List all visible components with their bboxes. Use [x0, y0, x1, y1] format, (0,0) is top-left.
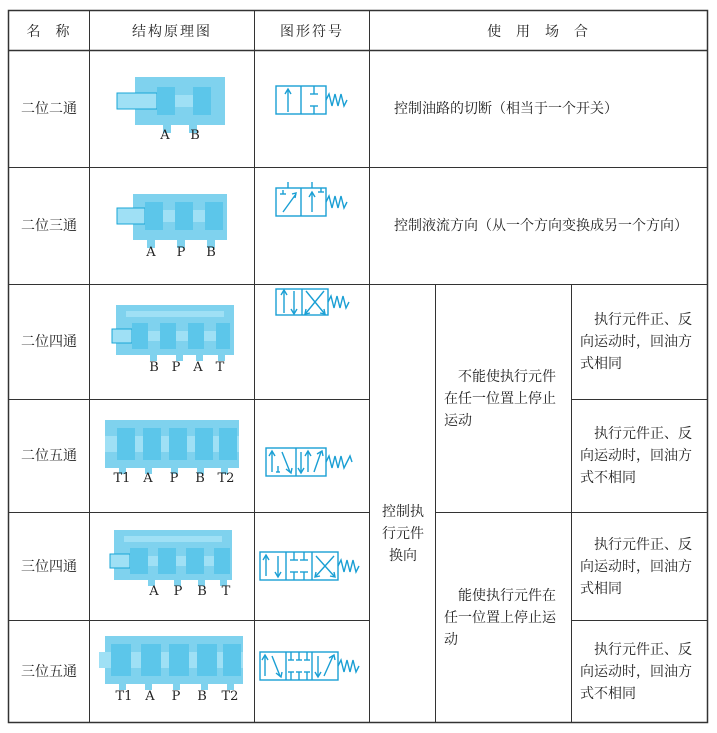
row-name: 二位二通: [21, 101, 77, 117]
valve-structure-diagram: [115, 75, 235, 135]
port-label: P: [176, 245, 186, 260]
port-label: P: [171, 689, 181, 704]
port-label: T: [221, 584, 231, 599]
cannot-stop-text: 不能使执行元件在任一位置上停止运动: [444, 368, 556, 429]
valve-symbol: [264, 446, 364, 486]
row-name: 二位四通: [21, 334, 77, 350]
usage-text: 控制油路的切断（相当于一个开关）: [394, 101, 618, 117]
can-stop-text: 能使执行元件在任一位置上停止运动: [444, 587, 556, 648]
port-label: B: [149, 360, 159, 375]
port-label: B: [197, 689, 207, 704]
return-oil-text: 执行元件正、反向运动时，回油方式相同: [580, 312, 692, 372]
port-label: A: [149, 584, 159, 599]
return-oil-text: 执行元件正、反向运动时，回油方式不相同: [580, 426, 692, 486]
port-label: B: [195, 471, 205, 486]
row-name: 三位四通: [21, 558, 77, 575]
port-label: A: [145, 689, 155, 704]
header-usage: 使 用 场 合: [487, 23, 590, 40]
valve-symbol: [258, 548, 368, 588]
port-label: T1: [115, 689, 133, 704]
return-oil-text: 执行元件正、反向运动时，回油方式相同: [580, 536, 692, 597]
header-name: 名 称: [26, 23, 72, 40]
header-structure: 结构原理图: [132, 23, 212, 40]
valve-structure-diagram: [108, 528, 238, 588]
group-label: 控制执行元件换向: [382, 503, 424, 564]
port-label: P: [173, 584, 183, 599]
port-label: T1: [113, 471, 131, 486]
port-label: T2: [221, 689, 239, 704]
header-symbol: 图形符号: [280, 23, 344, 40]
valve-structure-diagram: [97, 634, 247, 694]
row-name: 三位五通: [21, 663, 77, 680]
port-label: B: [206, 245, 216, 260]
valve-structure-diagram: [110, 303, 240, 363]
port-label: A: [160, 128, 170, 143]
valve-structure-diagram: [115, 190, 235, 250]
valve-symbol: [258, 650, 368, 690]
port-label: T: [215, 360, 225, 375]
valve-symbol: [274, 180, 364, 220]
port-label: B: [190, 128, 200, 143]
port-label: A: [143, 471, 153, 486]
valve-symbol: [274, 82, 364, 122]
port-label: P: [169, 471, 179, 486]
usage-text: 控制液流方向（从一个方向变换成另一个方向）: [394, 218, 688, 234]
row-name: 二位三通: [21, 218, 77, 234]
valve-symbol: [274, 287, 364, 327]
port-label: P: [171, 360, 181, 375]
return-oil-text: 执行元件正、反向运动时，回油方式不相同: [580, 641, 692, 702]
port-label: A: [146, 245, 156, 260]
row-name: 二位五通: [21, 448, 77, 464]
valve-structure-diagram: [103, 418, 243, 478]
port-label: T2: [217, 471, 235, 486]
port-label: A: [193, 360, 203, 375]
port-label: B: [197, 584, 207, 599]
